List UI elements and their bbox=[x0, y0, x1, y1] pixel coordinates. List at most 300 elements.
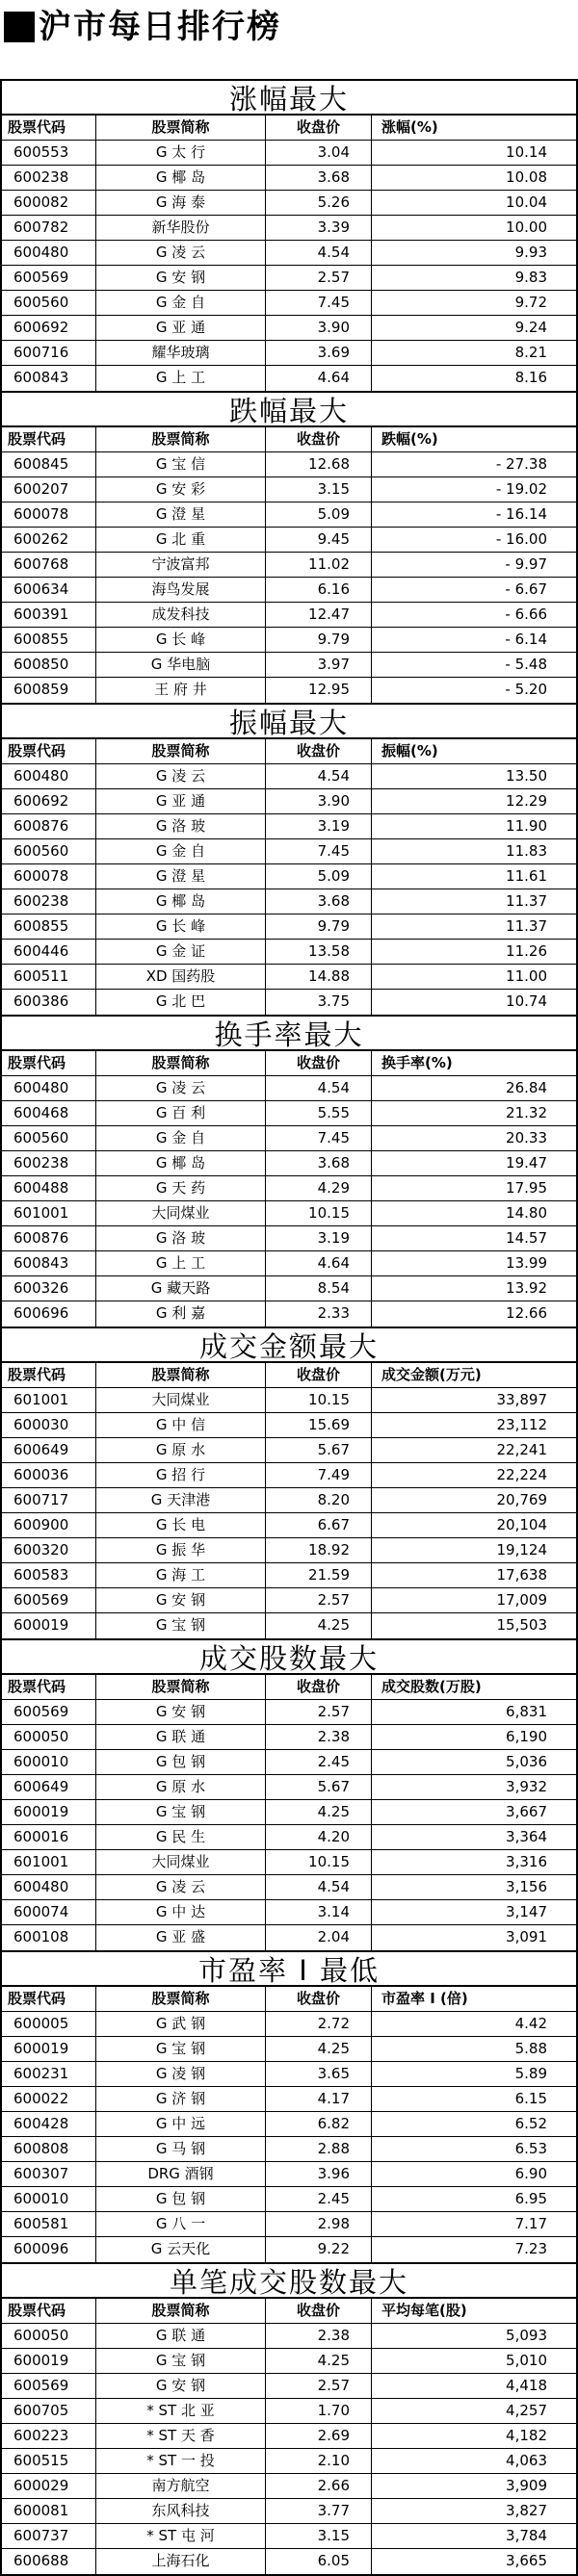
table-row bbox=[2, 2212, 576, 2237]
stock-code-cell: 600326 bbox=[2, 1276, 96, 1301]
close-price-cell: 4.54 bbox=[266, 764, 372, 788]
stock-name-cell: G 金 自 bbox=[96, 291, 266, 315]
close-price-cell: 12.47 bbox=[266, 603, 372, 627]
table-row bbox=[2, 1463, 576, 1488]
close-price-cell: 4.29 bbox=[266, 1176, 372, 1200]
column-header: 股票代码 bbox=[2, 116, 96, 140]
stock-name-cell: G 亚 盛 bbox=[96, 1925, 266, 1950]
table-row bbox=[2, 2012, 576, 2037]
column-header: 收盘价 bbox=[266, 2299, 372, 2323]
stock-code-cell: 600855 bbox=[2, 914, 96, 939]
metric-value-cell: 4.42 bbox=[514, 2015, 547, 2032]
column-header: 收盘价 bbox=[266, 1051, 372, 1075]
metric-value-cell: 6,831 bbox=[506, 1703, 547, 1720]
ranking-tables bbox=[0, 79, 578, 2576]
stock-name-cell: G 北 巴 bbox=[96, 990, 266, 1015]
stock-code-cell: 600560 bbox=[2, 1126, 96, 1150]
table-row bbox=[2, 1488, 576, 1513]
column-header: 股票简称 bbox=[96, 427, 266, 451]
stock-name-cell: G 济 钢 bbox=[96, 2087, 266, 2111]
metric-value-cell: 3,909 bbox=[506, 2477, 547, 2494]
section-title: 单笔成交股数最大 bbox=[2, 2262, 576, 2299]
close-price-cell: 2.66 bbox=[266, 2474, 372, 2498]
stock-code-cell: 600307 bbox=[2, 2162, 96, 2186]
close-price-cell: 3.90 bbox=[266, 789, 372, 813]
close-price-cell: 14.88 bbox=[266, 965, 372, 989]
ranking-section bbox=[0, 1950, 578, 2262]
table-row bbox=[2, 914, 576, 940]
stock-name-cell: G 凌 云 bbox=[96, 1076, 266, 1100]
stock-name-cell: G 原 水 bbox=[96, 1775, 266, 1799]
stock-name-cell: G 长 峰 bbox=[96, 628, 266, 652]
stock-name-cell: G 包 钢 bbox=[96, 2187, 266, 2211]
stock-code-cell: 601001 bbox=[2, 1850, 96, 1874]
close-price-cell: 12.95 bbox=[266, 678, 372, 703]
metric-value-cell: 10.74 bbox=[506, 992, 547, 1010]
close-price-cell: 3.69 bbox=[266, 341, 372, 365]
stock-code-cell: 600900 bbox=[2, 1513, 96, 1537]
table-row bbox=[2, 1775, 576, 1800]
table-row bbox=[2, 2524, 576, 2549]
close-price-cell: 2.57 bbox=[266, 2374, 372, 2398]
stock-code-cell: 600845 bbox=[2, 452, 96, 477]
table-row bbox=[2, 553, 576, 578]
stock-name-cell: G 天 药 bbox=[96, 1176, 266, 1200]
column-header: 股票代码 bbox=[2, 1363, 96, 1387]
stock-code-cell: 600019 bbox=[2, 2037, 96, 2061]
column-header: 股票代码 bbox=[2, 1987, 96, 2011]
metric-value-cell: 11.00 bbox=[506, 967, 547, 985]
stock-code-cell: 601001 bbox=[2, 1388, 96, 1412]
metric-value-cell: 7.17 bbox=[514, 2215, 547, 2232]
close-price-cell: 2.38 bbox=[266, 1725, 372, 1749]
close-price-cell: 3.68 bbox=[266, 889, 372, 914]
metric-value-cell: 13.50 bbox=[506, 767, 547, 785]
stock-name-cell: G 洛 玻 bbox=[96, 814, 266, 838]
table-row bbox=[2, 965, 576, 990]
stock-name-cell: 东风科技 bbox=[96, 2499, 266, 2523]
close-price-cell: 18.92 bbox=[266, 1538, 372, 1562]
metric-value-cell: 9.93 bbox=[514, 244, 547, 261]
stock-name-cell: G 安 钢 bbox=[96, 2374, 266, 2398]
stock-name-cell: G 包 钢 bbox=[96, 1750, 266, 1774]
table-row bbox=[2, 2087, 576, 2112]
stock-name-cell: G 凌 云 bbox=[96, 241, 266, 265]
close-price-cell: 5.09 bbox=[266, 864, 372, 889]
stock-code-cell: 600843 bbox=[2, 1251, 96, 1275]
metric-value-cell: 17,638 bbox=[496, 1566, 547, 1584]
close-price-cell: 4.25 bbox=[266, 1800, 372, 1824]
stock-code-cell: 600223 bbox=[2, 2424, 96, 2448]
stock-code-cell: 600705 bbox=[2, 2399, 96, 2423]
stock-code-cell: 600238 bbox=[2, 166, 96, 190]
stock-name-cell: G 上 工 bbox=[96, 366, 266, 391]
stock-code-cell: 600843 bbox=[2, 366, 96, 391]
stock-name-cell: G 凌 云 bbox=[96, 1875, 266, 1899]
page-title-text: 沪市每日排行榜 bbox=[39, 8, 281, 46]
stock-code-cell: 600078 bbox=[2, 502, 96, 527]
metric-value-cell: 22,224 bbox=[496, 1466, 547, 1483]
stock-name-cell: G 八 一 bbox=[96, 2212, 266, 2236]
close-price-cell: 11.02 bbox=[266, 553, 372, 577]
table-header-row bbox=[2, 427, 576, 452]
metric-value-cell: 3,156 bbox=[506, 1878, 547, 1895]
table-row bbox=[2, 889, 576, 914]
table-header-row bbox=[2, 739, 576, 764]
metric-value-cell: 11.37 bbox=[506, 917, 547, 935]
metric-value-cell: 21.32 bbox=[506, 1104, 547, 1121]
table-row bbox=[2, 1251, 576, 1276]
stock-code-cell: 600096 bbox=[2, 2237, 96, 2262]
close-price-cell: 13.58 bbox=[266, 940, 372, 964]
table-row bbox=[2, 2187, 576, 2212]
table-row bbox=[2, 266, 576, 291]
column-header: 换手率(%) bbox=[381, 1054, 453, 1071]
metric-value-cell: 20,104 bbox=[496, 1516, 547, 1533]
table-row bbox=[2, 628, 576, 653]
column-header: 股票代码 bbox=[2, 427, 96, 451]
table-row bbox=[2, 291, 576, 316]
stock-code-cell: 600081 bbox=[2, 2499, 96, 2523]
stock-name-cell: G 上 工 bbox=[96, 1251, 266, 1275]
table-row bbox=[2, 1563, 576, 1588]
close-price-cell: 4.54 bbox=[266, 241, 372, 265]
metric-value-cell: 5.89 bbox=[514, 2065, 547, 2082]
stock-code-cell: 600019 bbox=[2, 1613, 96, 1638]
table-row bbox=[2, 1800, 576, 1825]
close-price-cell: 4.64 bbox=[266, 366, 372, 391]
stock-name-cell: G 联 通 bbox=[96, 1725, 266, 1749]
close-price-cell: 9.22 bbox=[266, 2237, 372, 2262]
column-header: 股票简称 bbox=[96, 116, 266, 140]
stock-code-cell: 600876 bbox=[2, 814, 96, 838]
table-row bbox=[2, 366, 576, 391]
close-price-cell: 3.68 bbox=[266, 1151, 372, 1175]
metric-value-cell: 5,093 bbox=[506, 2327, 547, 2344]
table-row bbox=[2, 864, 576, 889]
column-header: 股票简称 bbox=[96, 1987, 266, 2011]
stock-name-cell: G 凌 云 bbox=[96, 764, 266, 788]
close-price-cell: 21.59 bbox=[266, 1563, 372, 1587]
close-price-cell: 4.54 bbox=[266, 1875, 372, 1899]
section-title: 换手率最大 bbox=[2, 1015, 576, 1051]
stock-code-cell: 600649 bbox=[2, 1775, 96, 1799]
close-price-cell: 4.25 bbox=[266, 2349, 372, 2373]
stock-name-cell: G 金 自 bbox=[96, 839, 266, 863]
column-header: 股票代码 bbox=[2, 1675, 96, 1699]
table-row bbox=[2, 316, 576, 341]
stock-name-cell: G 安 彩 bbox=[96, 477, 266, 502]
stock-code-cell: 600569 bbox=[2, 1700, 96, 1724]
stock-code-cell: 600078 bbox=[2, 864, 96, 889]
section-title: 成交金额最大 bbox=[2, 1327, 576, 1363]
metric-value-cell: 23,112 bbox=[496, 1416, 547, 1433]
metric-value-cell: 12.66 bbox=[506, 1304, 547, 1322]
table-row bbox=[2, 1226, 576, 1251]
stock-name-cell: G 马 钢 bbox=[96, 2137, 266, 2161]
table-row bbox=[2, 166, 576, 191]
stock-name-cell: G 安 钢 bbox=[96, 1588, 266, 1612]
stock-code-cell: 600480 bbox=[2, 241, 96, 265]
close-price-cell: 3.65 bbox=[266, 2062, 372, 2086]
stock-code-cell: 600010 bbox=[2, 2187, 96, 2211]
stock-name-cell: G 宝 信 bbox=[96, 452, 266, 477]
close-price-cell: 3.68 bbox=[266, 166, 372, 190]
stock-code-cell: 600488 bbox=[2, 1176, 96, 1200]
metric-value-cell: 6,190 bbox=[506, 1728, 547, 1745]
stock-code-cell: 600022 bbox=[2, 2087, 96, 2111]
metric-value-cell: 3,091 bbox=[506, 1928, 547, 1945]
close-price-cell: 5.09 bbox=[266, 502, 372, 527]
stock-code-cell: 600010 bbox=[2, 1750, 96, 1774]
metric-value-cell: 6.52 bbox=[514, 2115, 547, 2132]
stock-name-cell: G 云天化 bbox=[96, 2237, 266, 2262]
table-row bbox=[2, 1151, 576, 1176]
ranking-section bbox=[0, 1015, 578, 1327]
metric-value-cell: - 5.48 bbox=[505, 656, 547, 673]
stock-name-cell: G 华电脑 bbox=[96, 653, 266, 677]
close-price-cell: 2.10 bbox=[266, 2449, 372, 2473]
stock-name-cell: G 安 钢 bbox=[96, 266, 266, 290]
table-row bbox=[2, 1513, 576, 1538]
metric-value-cell: 14.57 bbox=[506, 1229, 547, 1247]
table-header-row bbox=[2, 2299, 576, 2324]
section-title: 振幅最大 bbox=[2, 703, 576, 739]
stock-code-cell: 600808 bbox=[2, 2137, 96, 2161]
stock-name-cell: 成发科技 bbox=[96, 603, 266, 627]
table-row bbox=[2, 216, 576, 241]
close-price-cell: 6.67 bbox=[266, 1513, 372, 1537]
metric-value-cell: 15,503 bbox=[496, 1616, 547, 1634]
metric-value-cell: 8.21 bbox=[514, 344, 547, 361]
stock-code-cell: 600320 bbox=[2, 1538, 96, 1562]
table-row bbox=[2, 1276, 576, 1301]
stock-code-cell: 600030 bbox=[2, 1413, 96, 1437]
table-row bbox=[2, 2112, 576, 2137]
column-header: 收盘价 bbox=[266, 1675, 372, 1699]
metric-value-cell: 7.23 bbox=[514, 2240, 547, 2257]
column-header: 股票简称 bbox=[96, 1363, 266, 1387]
metric-value-cell: - 6.67 bbox=[505, 580, 547, 598]
table-row bbox=[2, 341, 576, 366]
stock-code-cell: 600480 bbox=[2, 764, 96, 788]
metric-value-cell: - 5.20 bbox=[505, 681, 547, 698]
ranking-section bbox=[0, 1327, 578, 1638]
black-square-icon bbox=[4, 12, 35, 42]
metric-value-cell: 3,827 bbox=[506, 2502, 547, 2519]
close-price-cell: 3.15 bbox=[266, 477, 372, 502]
table-row bbox=[2, 1101, 576, 1126]
stock-code-cell: 600016 bbox=[2, 1825, 96, 1849]
column-header: 收盘价 bbox=[266, 116, 372, 140]
stock-code-cell: 600692 bbox=[2, 789, 96, 813]
close-price-cell: 2.04 bbox=[266, 1925, 372, 1950]
metric-value-cell: 4,257 bbox=[506, 2402, 547, 2419]
stock-code-cell: 600082 bbox=[2, 191, 96, 215]
close-price-cell: 3.96 bbox=[266, 2162, 372, 2186]
metric-value-cell: 11.61 bbox=[506, 867, 547, 885]
stock-code-cell: 600238 bbox=[2, 889, 96, 914]
stock-code-cell: 600737 bbox=[2, 2524, 96, 2548]
metric-value-cell: - 27.38 bbox=[495, 455, 547, 473]
close-price-cell: 2.57 bbox=[266, 1588, 372, 1612]
column-header: 股票简称 bbox=[96, 1051, 266, 1075]
stock-code-cell: 600029 bbox=[2, 2474, 96, 2498]
table-row bbox=[2, 2324, 576, 2349]
ranking-section bbox=[0, 391, 578, 703]
metric-value-cell: - 6.66 bbox=[505, 605, 547, 623]
table-row bbox=[2, 477, 576, 502]
metric-value-cell: 3,665 bbox=[506, 2552, 547, 2569]
stock-name-cell: G 原 水 bbox=[96, 1438, 266, 1462]
column-header: 市盈率 I (倍) bbox=[381, 1990, 468, 2007]
table-row bbox=[2, 452, 576, 477]
stock-code-cell: 600074 bbox=[2, 1900, 96, 1924]
close-price-cell: 3.04 bbox=[266, 141, 372, 165]
metric-value-cell: 33,897 bbox=[496, 1391, 547, 1408]
stock-name-cell: 大同煤业 bbox=[96, 1850, 266, 1874]
stock-code-cell: 600716 bbox=[2, 341, 96, 365]
stock-code-cell: 600238 bbox=[2, 1151, 96, 1175]
table-header-row bbox=[2, 1675, 576, 1700]
stock-name-cell: G 金 证 bbox=[96, 940, 266, 964]
metric-value-cell: 14.80 bbox=[506, 1204, 547, 1222]
metric-value-cell: 9.24 bbox=[514, 319, 547, 336]
metric-value-cell: 3,784 bbox=[506, 2527, 547, 2544]
close-price-cell: 4.20 bbox=[266, 1825, 372, 1849]
close-price-cell: 7.45 bbox=[266, 291, 372, 315]
close-price-cell: 2.45 bbox=[266, 2187, 372, 2211]
stock-code-cell: 600005 bbox=[2, 2012, 96, 2036]
close-price-cell: 3.15 bbox=[266, 2524, 372, 2548]
stock-code-cell: 600692 bbox=[2, 316, 96, 340]
table-row bbox=[2, 1900, 576, 1925]
metric-value-cell: 5,036 bbox=[506, 1753, 547, 1770]
stock-code-cell: 600782 bbox=[2, 216, 96, 240]
stock-name-cell: G 联 通 bbox=[96, 2324, 266, 2348]
close-price-cell: 8.20 bbox=[266, 1488, 372, 1512]
stock-name-cell: G 宝 钢 bbox=[96, 2349, 266, 2373]
metric-value-cell: 10.14 bbox=[506, 143, 547, 161]
table-row bbox=[2, 814, 576, 839]
close-price-cell: 5.55 bbox=[266, 1101, 372, 1125]
stock-code-cell: 600207 bbox=[2, 477, 96, 502]
ranking-section bbox=[0, 1638, 578, 1950]
stock-name-cell: G 椰 岛 bbox=[96, 889, 266, 914]
stock-name-cell: G 宝 钢 bbox=[96, 1800, 266, 1824]
stock-code-cell: 600036 bbox=[2, 1463, 96, 1487]
stock-name-cell: G 海 泰 bbox=[96, 191, 266, 215]
column-header: 收盘价 bbox=[266, 739, 372, 763]
stock-name-cell: 宁波富邦 bbox=[96, 553, 266, 577]
table-header-row bbox=[2, 1051, 576, 1076]
stock-code-cell: 601001 bbox=[2, 1201, 96, 1225]
metric-value-cell: 5,010 bbox=[506, 2352, 547, 2369]
column-header: 平均每笔(股) bbox=[381, 2302, 467, 2319]
table-header-row bbox=[2, 116, 576, 141]
table-row bbox=[2, 578, 576, 603]
metric-value-cell: 17,009 bbox=[496, 1591, 547, 1609]
metric-value-cell: 11.83 bbox=[506, 842, 547, 860]
stock-code-cell: 600581 bbox=[2, 2212, 96, 2236]
metric-value-cell: 12.29 bbox=[506, 792, 547, 810]
table-row bbox=[2, 1413, 576, 1438]
metric-value-cell: 19,124 bbox=[496, 1541, 547, 1558]
close-price-cell: 3.97 bbox=[266, 653, 372, 677]
stock-name-cell: 王 府 井 bbox=[96, 678, 266, 703]
stock-code-cell: 600634 bbox=[2, 578, 96, 602]
close-price-cell: 5.67 bbox=[266, 1775, 372, 1799]
stock-code-cell: 600468 bbox=[2, 1101, 96, 1125]
table-row bbox=[2, 2349, 576, 2374]
close-price-cell: 2.38 bbox=[266, 2324, 372, 2348]
column-header: 振幅(%) bbox=[381, 742, 438, 760]
close-price-cell: 3.77 bbox=[266, 2499, 372, 2523]
stock-code-cell: 600386 bbox=[2, 990, 96, 1015]
ranking-section bbox=[0, 703, 578, 1015]
table-row bbox=[2, 2162, 576, 2187]
metric-value-cell: 3,364 bbox=[506, 1828, 547, 1845]
close-price-cell: 2.69 bbox=[266, 2424, 372, 2448]
metric-value-cell: - 19.02 bbox=[495, 480, 547, 498]
column-header: 收盘价 bbox=[266, 427, 372, 451]
table-row bbox=[2, 1588, 576, 1613]
close-price-cell: 2.57 bbox=[266, 266, 372, 290]
stock-name-cell: G 椰 岛 bbox=[96, 166, 266, 190]
close-price-cell: 4.25 bbox=[266, 1613, 372, 1638]
table-row bbox=[2, 1201, 576, 1226]
table-row bbox=[2, 1538, 576, 1563]
column-header: 股票简称 bbox=[96, 2299, 266, 2323]
stock-name-cell: G 澄 星 bbox=[96, 502, 266, 527]
close-price-cell: 10.15 bbox=[266, 1850, 372, 1874]
close-price-cell: 6.05 bbox=[266, 2549, 372, 2574]
table-row bbox=[2, 653, 576, 678]
stock-name-cell: G 武 钢 bbox=[96, 2012, 266, 2036]
table-row bbox=[2, 2374, 576, 2399]
stock-name-cell: * ST 北 亚 bbox=[96, 2399, 266, 2423]
table-row bbox=[2, 1700, 576, 1725]
metric-value-cell: 3,932 bbox=[506, 1778, 547, 1795]
stock-code-cell: 600855 bbox=[2, 628, 96, 652]
stock-name-cell: 大同煤业 bbox=[96, 1388, 266, 1412]
stock-code-cell: 600876 bbox=[2, 1226, 96, 1250]
stock-name-cell: G 招 行 bbox=[96, 1463, 266, 1487]
metric-value-cell: 8.16 bbox=[514, 369, 547, 386]
table-row bbox=[2, 2399, 576, 2424]
table-row bbox=[2, 2062, 576, 2087]
metric-value-cell: 10.08 bbox=[506, 168, 547, 186]
table-row bbox=[2, 2037, 576, 2062]
table-row bbox=[2, 1725, 576, 1750]
table-header-row bbox=[2, 1363, 576, 1388]
stock-code-cell: 600019 bbox=[2, 1800, 96, 1824]
stock-code-cell: 600859 bbox=[2, 678, 96, 703]
close-price-cell: 3.90 bbox=[266, 316, 372, 340]
close-price-cell: 1.70 bbox=[266, 2399, 372, 2423]
column-header: 收盘价 bbox=[266, 1363, 372, 1387]
close-price-cell: 4.25 bbox=[266, 2037, 372, 2061]
table-row bbox=[2, 1825, 576, 1850]
close-price-cell: 9.79 bbox=[266, 914, 372, 939]
metric-value-cell: 3,316 bbox=[506, 1853, 547, 1870]
ranking-section bbox=[0, 79, 578, 391]
table-row bbox=[2, 502, 576, 528]
stock-name-cell: G 中 达 bbox=[96, 1900, 266, 1924]
table-row bbox=[2, 1176, 576, 1201]
stock-code-cell: 600688 bbox=[2, 2549, 96, 2574]
metric-value-cell: - 9.97 bbox=[505, 555, 547, 573]
